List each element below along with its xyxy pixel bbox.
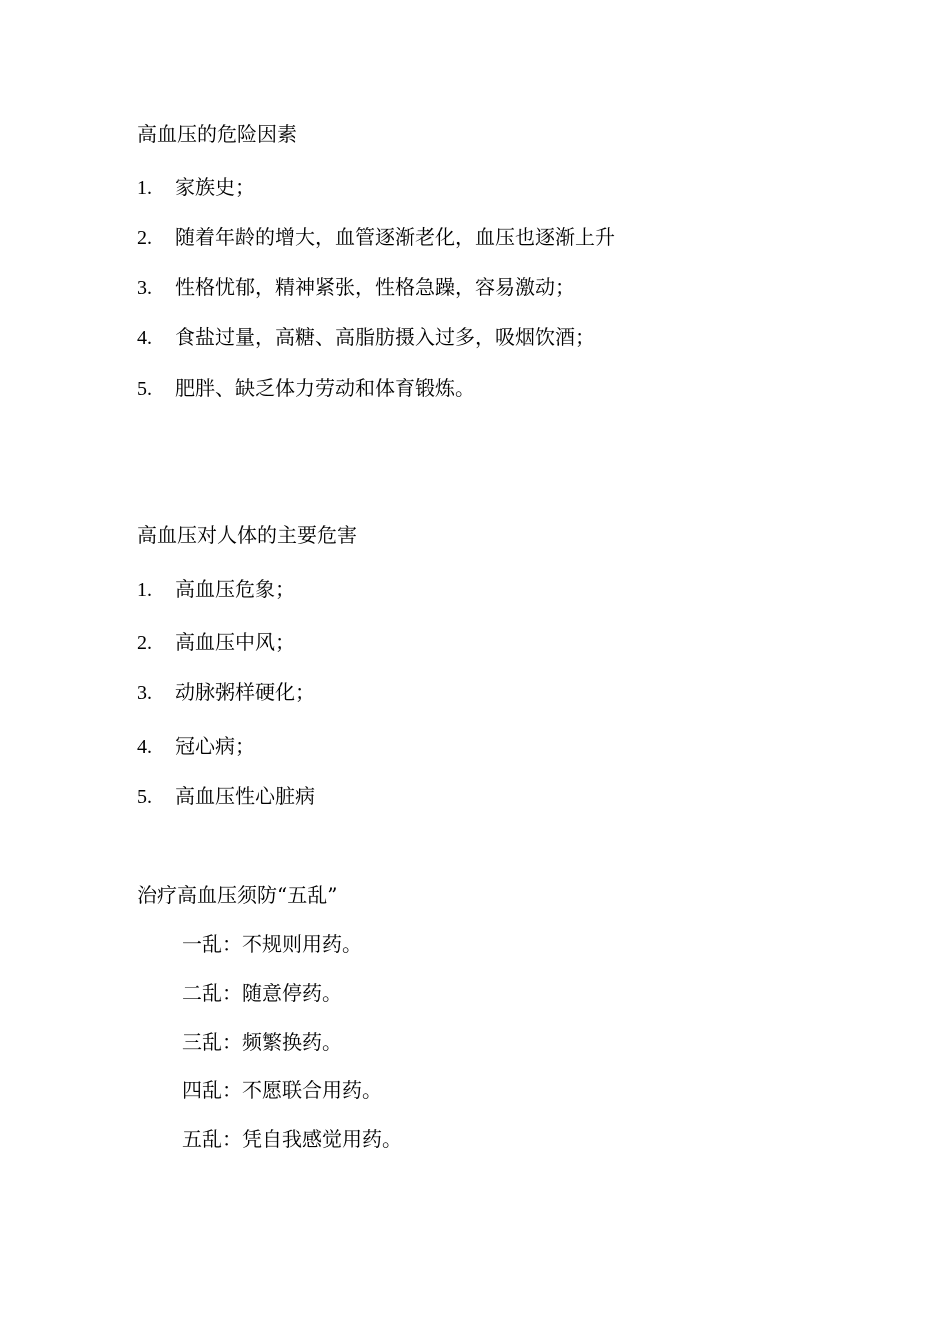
list-number: 4. bbox=[137, 327, 152, 349]
list-text: 动脉粥样硬化； bbox=[175, 680, 315, 704]
list-text: 冠心病； bbox=[175, 734, 255, 758]
section-harms-title: 高血压对人体的主要危害 bbox=[137, 523, 357, 547]
list-item bbox=[137, 324, 595, 351]
list-item bbox=[137, 783, 315, 810]
list-item bbox=[137, 576, 295, 603]
list-item bbox=[137, 679, 315, 706]
list-item bbox=[137, 733, 255, 760]
list-text: 随着年龄的增大，血管逐渐老化，血压也逐渐上升 bbox=[175, 225, 615, 249]
list-number: 3. bbox=[137, 277, 152, 299]
list-item: 二乱：随意停药。 bbox=[182, 981, 342, 1005]
list-item bbox=[137, 375, 475, 402]
list-item: 一乱：不规则用药。 bbox=[182, 932, 362, 956]
list-item: 四乱：不愿联合用药。 bbox=[182, 1078, 382, 1102]
list-number: 5. bbox=[137, 786, 152, 808]
list-number: 3. bbox=[137, 682, 152, 704]
list-number: 4. bbox=[137, 736, 152, 758]
list-text: 高血压性心脏病 bbox=[175, 784, 315, 808]
list-text: 高血压危象； bbox=[175, 577, 295, 601]
list-text: 家族史； bbox=[175, 175, 255, 199]
list-item bbox=[137, 274, 575, 301]
list-number: 5. bbox=[137, 378, 152, 400]
list-item: 三乱：频繁换药。 bbox=[182, 1030, 342, 1054]
list-item bbox=[137, 224, 615, 251]
list-text: 性格忧郁，精神紧张，性格急躁，容易激动； bbox=[175, 275, 575, 299]
section-risk-factors-title: 高血压的危险因素 bbox=[137, 122, 297, 146]
list-number: 1. bbox=[137, 579, 152, 601]
list-number: 2. bbox=[137, 632, 152, 654]
section-five-mistakes-title: 治疗高血压须防“五乱” bbox=[137, 883, 338, 907]
list-number: 2. bbox=[137, 227, 152, 249]
list-text: 食盐过量，高糖、高脂肪摄入过多，吸烟饮酒； bbox=[175, 325, 595, 349]
list-item bbox=[137, 174, 255, 201]
list-number: 1. bbox=[137, 177, 152, 199]
list-item: 五乱：凭自我感觉用药。 bbox=[182, 1127, 402, 1151]
list-text: 高血压中风； bbox=[175, 630, 295, 654]
list-text: 肥胖、缺乏体力劳动和体育锻炼。 bbox=[175, 376, 475, 400]
list-item bbox=[137, 629, 295, 656]
